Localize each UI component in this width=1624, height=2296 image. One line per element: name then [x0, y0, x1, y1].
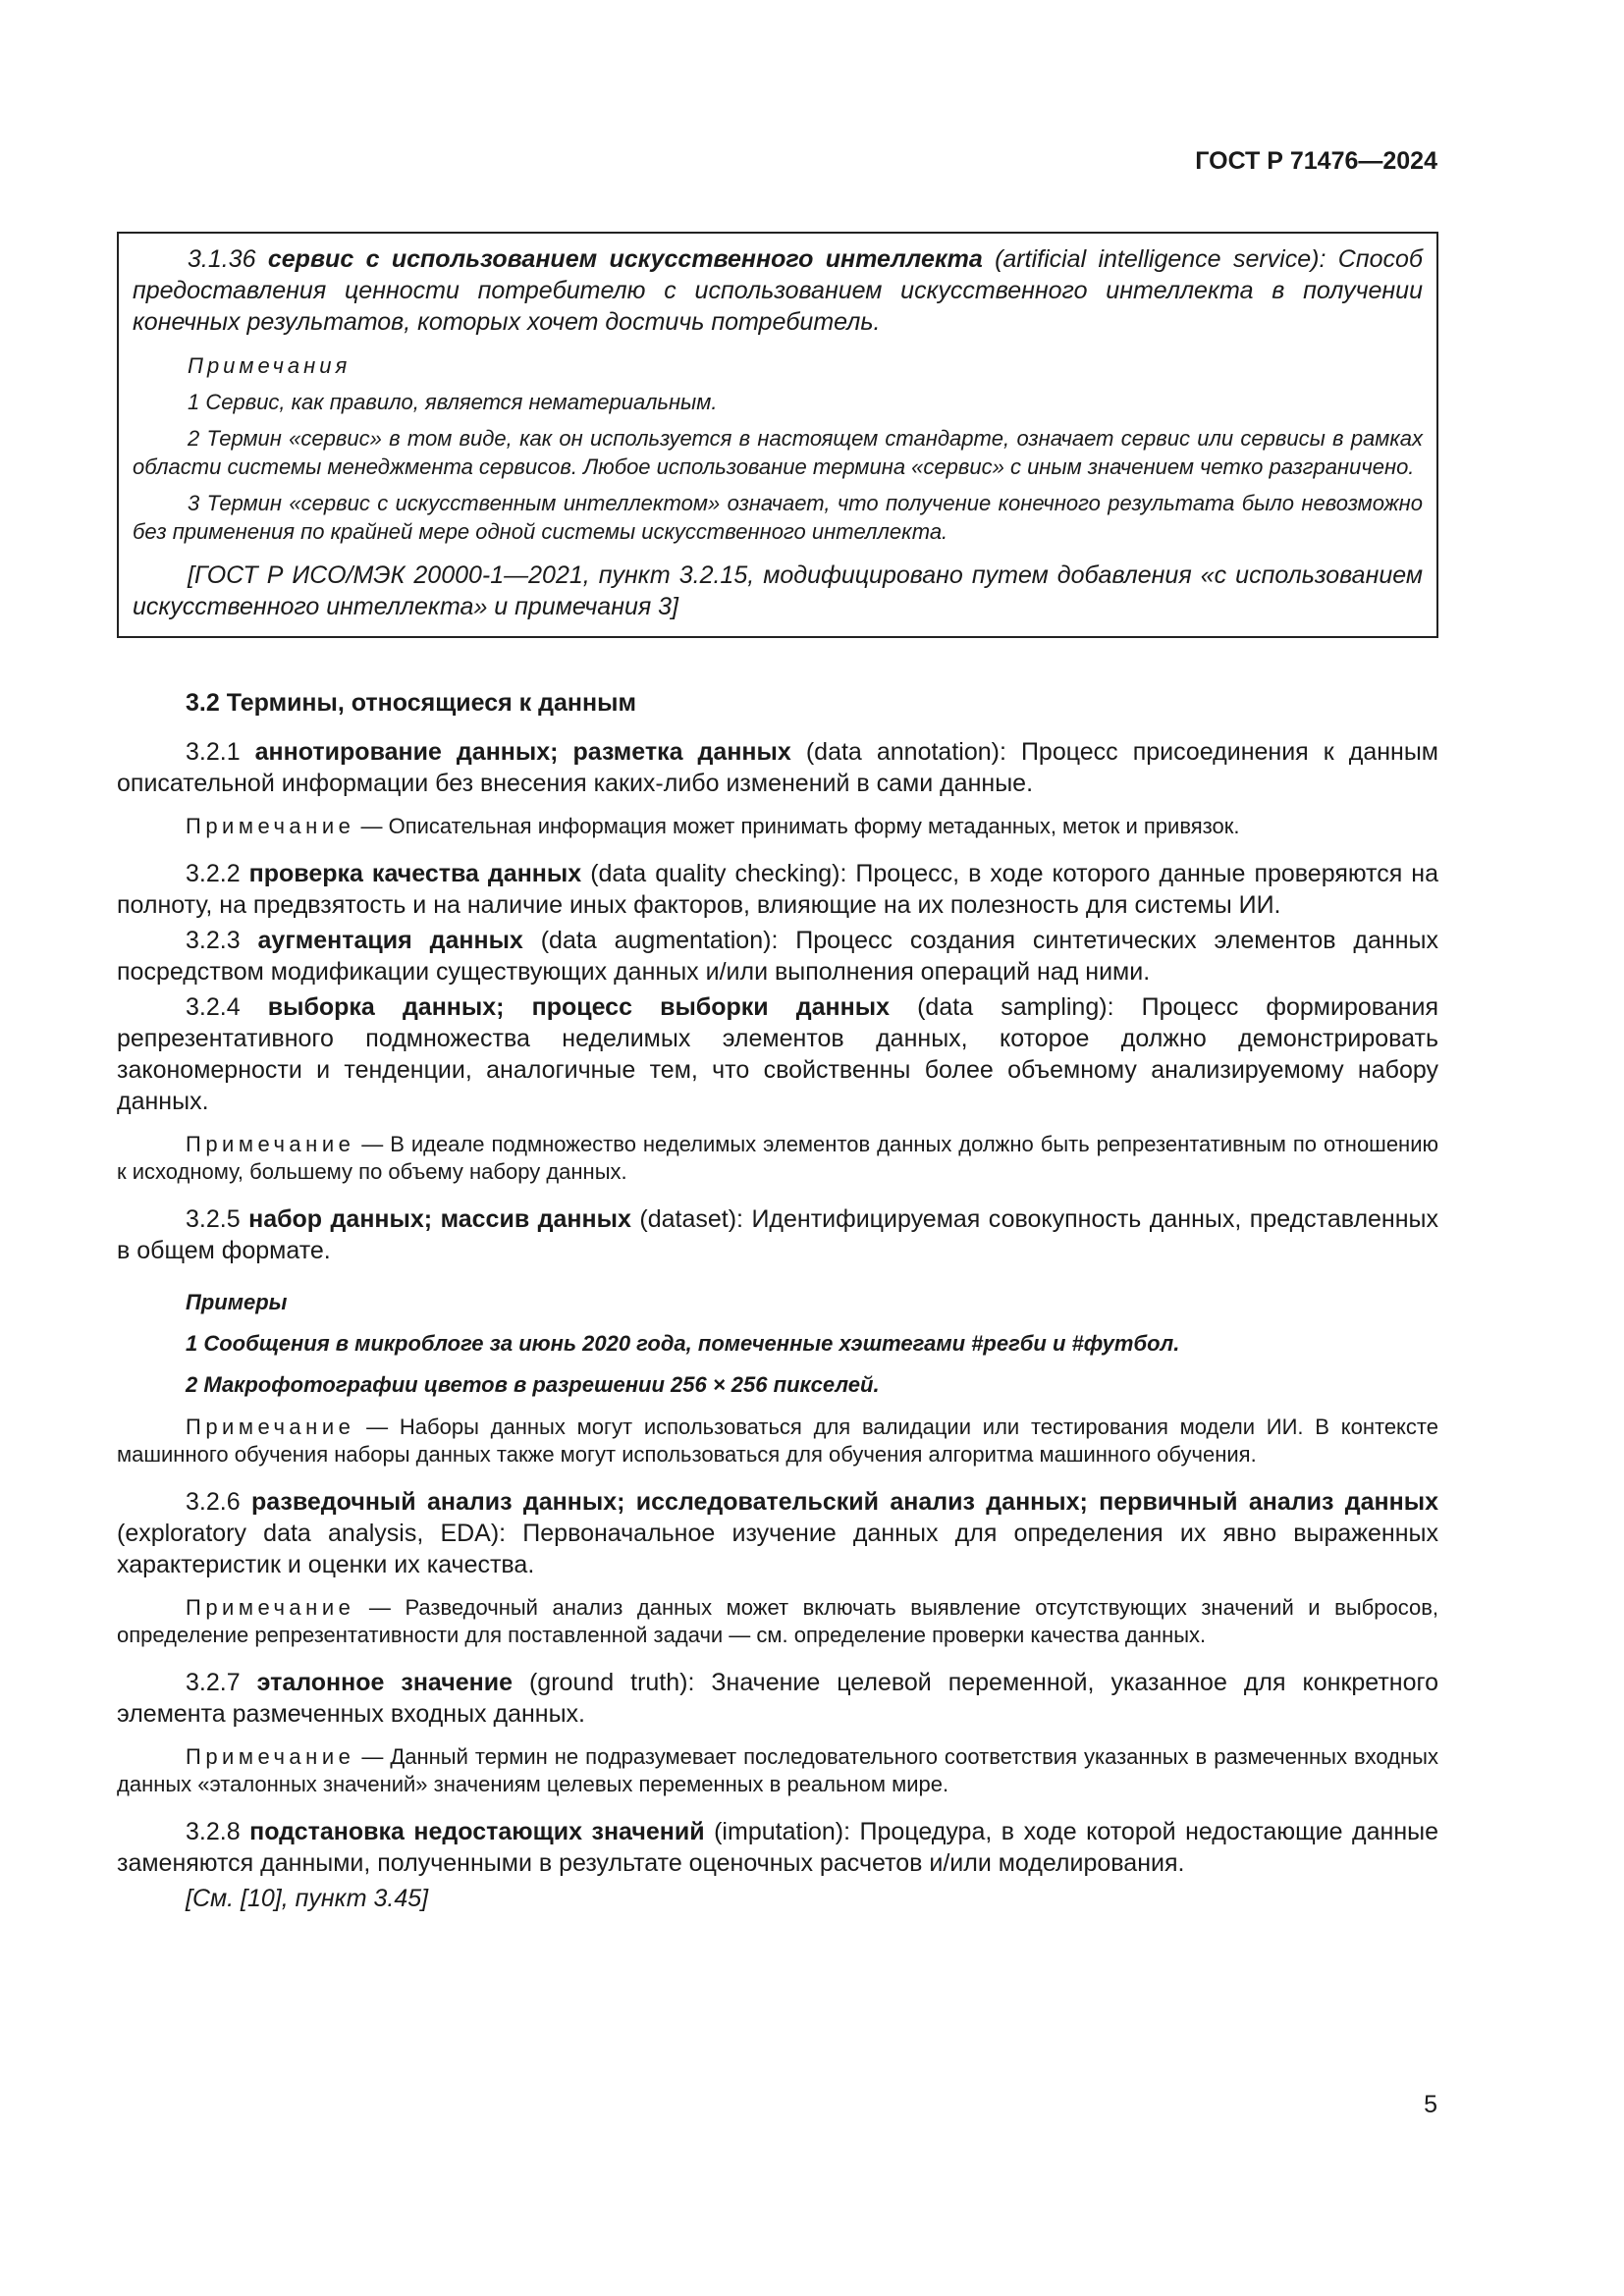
term-definition-text: Способ предоставления ценности потребителю с использованием искусственного интеллекта в получении конечных результатов, которых хочет достичь потребитель. — [133, 245, 1423, 336]
term-name: аугментация данных — [257, 927, 523, 954]
note-text: — Наборы данных могут использоваться для валидации или тестирования модели ИИ. В контексте машинного обучения наборы данных также могут использоваться для обучения алгоритма машинного обучения. — [117, 1415, 1438, 1467]
term-number: 3.2.5 — [186, 1205, 241, 1233]
note-text: — В идеале подмножество неделимых элементов данных должно быть репрезентативным по отношению к исходному, большему по объему набору данных. — [117, 1132, 1438, 1184]
term-number: 3.2.4 — [186, 993, 241, 1021]
term-definition — [133, 243, 1423, 338]
term-3-2-1 — [117, 736, 1438, 799]
term-number: 3.2.3 — [186, 927, 241, 954]
example-item: 2 Макрофотографии цветов в разрешении 256 × 256 пикселей. — [186, 1372, 880, 1397]
note-item: 1 Сервис, как правило, является нематериальным. — [188, 390, 718, 414]
note-3-2-7 — [117, 1743, 1438, 1798]
term-definition-text: (data quality checking): Процесс, в ходе которого данные проверяются на полноту, на предвзятость и на наличие иных факторов, влияющие на их полезность для системы ИИ. — [117, 860, 1438, 919]
note-text: — Описательная информация может принимать форму метаданных, меток и привязок. — [360, 814, 1240, 838]
term-3-2-4 — [117, 991, 1438, 1117]
term-definition-text: (exploratory data analysis, EDA): Первоначальное изучение данных для определения их явно выраженных характеристик и оценки их качества. — [117, 1520, 1438, 1578]
term-name: выборка данных; процесс выборки данных — [267, 993, 890, 1021]
section-heading: 3.2 Термины, относящиеся к данным — [186, 689, 636, 717]
note-3-2-4 — [117, 1131, 1438, 1186]
term-definition-text: (data sampling): Процесс формирования репрезентативного подмножества неделимых элементов данных, которое должно демонстрировать закономерности и тенденции, аналогичные тем, что свойственны более объемному анализируемому набору данных. — [117, 993, 1438, 1115]
term-3-2-3 — [117, 925, 1438, 988]
term-english: (artificial intelligence service): — [995, 245, 1326, 273]
note-3-2-1 — [117, 813, 1438, 840]
term-name: разведочный анализ данных; исследовательский анализ данных; первичный анализ данных — [250, 1488, 1438, 1516]
note-item: 3 Термин «сервис с искусственным интеллектом» означает, что получение конечного результата было невозможно без применения по крайней мере одной системы искусственного интеллекта. — [133, 491, 1423, 544]
notes-title: Примечания — [188, 353, 352, 378]
term-3-2-5 — [117, 1203, 1438, 1266]
term-3-2-8 — [117, 1816, 1438, 1879]
note-text: — Разведочный анализ данных может включать выявление отсутствующих значений и выбросов, определение репрезентативности для поставленной задачи — см. определение проверки качества данных. — [117, 1595, 1438, 1647]
term-3-2-6 — [117, 1486, 1438, 1580]
term-name: сервис с использованием искусственного интеллекта — [267, 245, 983, 273]
note-label: Примечание — [186, 1744, 355, 1769]
term-definition-text: (dataset): Идентифицируемая совокупность данных, представленных в общем формате. — [117, 1205, 1439, 1264]
examples-title: Примеры — [186, 1290, 288, 1314]
term-number: 3.2.6 — [186, 1488, 241, 1516]
note-item: 2 Термин «сервис» в том виде, как он используется в настоящем стандарте, означает сервис или сервисы в рамках области системы менеджмента сервисов. Любое использование термина «сервис» с иным значением четко разграничено. — [133, 426, 1423, 479]
term-number: 3.2.8 — [186, 1818, 241, 1845]
term-name: эталонное значение — [256, 1669, 513, 1696]
boxed-term-3-1-36 — [117, 232, 1438, 638]
source-reference: [См. [10], пункт 3.45] — [186, 1885, 429, 1912]
page-number: 5 — [1424, 2091, 1437, 2118]
term-3-2-7 — [117, 1667, 1438, 1730]
term-definition-text: (data augmentation): Процесс создания синтетических элементов данных посредством модификации существующих данных и/или выполнения операций над ними. — [117, 927, 1438, 986]
term-number: 3.1.36 — [188, 245, 256, 273]
note-label: Примечание — [186, 814, 355, 838]
term-3-2-2 — [117, 858, 1438, 921]
document-code: ГОСТ Р 71476—2024 — [1195, 147, 1437, 175]
term-name: набор данных; массив данных — [248, 1205, 631, 1233]
example-item: 1 Сообщения в микроблоге за июнь 2020 года, помеченные хэштегами #регби и #футбол. — [186, 1331, 1180, 1356]
note-text: — Данный термин не подразумевает последовательного соответствия указанных в размеченных входных данных «эталонных значений» значениям целевых переменных в реальном мире. — [117, 1744, 1438, 1796]
note-3-2-6 — [117, 1594, 1438, 1649]
citation: [ГОСТ Р ИСО/МЭК 20000-1—2021, пункт 3.2.15, модифицировано путем добавления «с использованием искусственного интеллекта» и примечания 3] — [133, 561, 1423, 620]
term-number: 3.2.7 — [186, 1669, 241, 1696]
note-label: Примечание — [186, 1595, 355, 1620]
term-name: аннотирование данных; разметка данных — [254, 738, 791, 766]
term-name: проверка качества данных — [248, 860, 582, 887]
term-number: 3.2.1 — [186, 738, 241, 766]
term-number: 3.2.2 — [186, 860, 241, 887]
term-definition-text: (data annotation): Процесс присоединения к данным описательной информации без внесения каких-либо изменений в сами данные. — [117, 738, 1438, 797]
term-name: подстановка недостающих значений — [249, 1818, 705, 1845]
note-label: Примечание — [186, 1415, 355, 1439]
page-content — [117, 232, 1438, 1914]
term-definition-text: (imputation): Процедура, в ходе которой недостающие данные заменяются данными, полученными в результате оценочных расчетов и/или моделирования. — [117, 1818, 1439, 1877]
note-3-2-5 — [117, 1414, 1438, 1468]
note-label: Примечание — [186, 1132, 355, 1156]
term-definition-text: (ground truth): Значение целевой переменной, указанное для конкретного элемента размеченных входных данных. — [117, 1669, 1438, 1728]
